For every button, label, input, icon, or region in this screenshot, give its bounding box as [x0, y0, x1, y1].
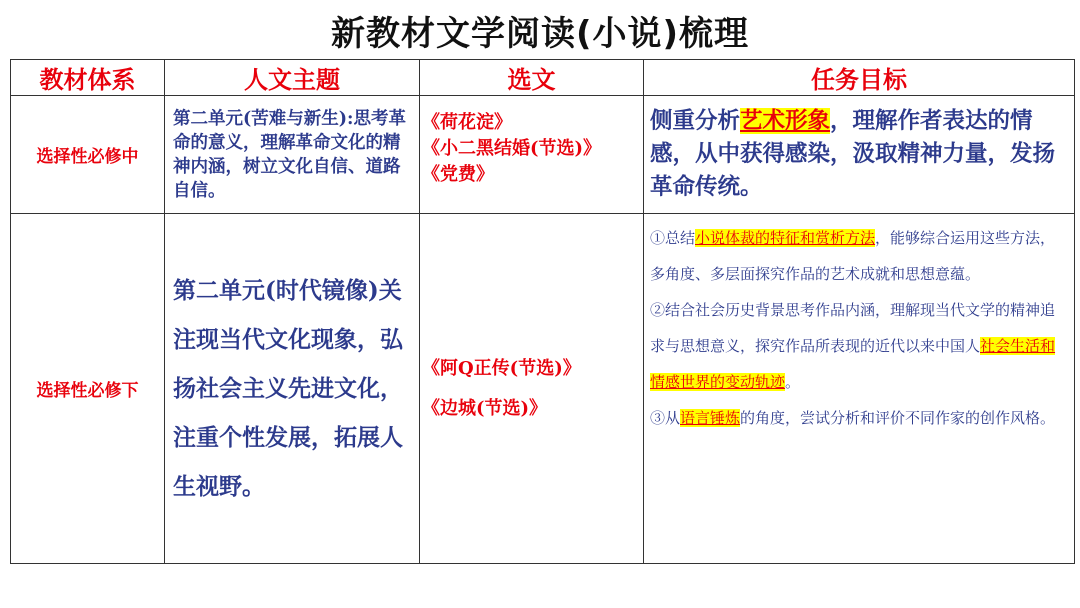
header-goal: 任务目标: [644, 60, 1075, 96]
goal-cell: [644, 214, 1075, 564]
page-title: 新教材文学阅读(小说)梳理: [330, 14, 750, 54]
goal-cell: [644, 96, 1075, 214]
curriculum-table: [10, 59, 1075, 564]
table-row: [11, 214, 1075, 564]
table-header-row: [11, 60, 1075, 96]
system-cell: 选择性必修中: [11, 96, 165, 214]
system-cell: 选择性必修下: [11, 214, 165, 564]
theme-cell: 第二单元(时代镜像)关注现当代文化现象，弘扬社会主义先进文化，注重个性发展，拓展人生视野。: [165, 214, 420, 564]
goal-highlight: 社会生活和情感世界的变动轨迹: [650, 337, 1056, 391]
header-selection: 选文: [420, 60, 644, 96]
selection-item: 《边城(节选)》: [422, 397, 548, 419]
goal-item: ①总结小说体裁的特征和赏析方法，能够综合运用这些方法，多角度、多层面探究作品的艺术成就和思想意蕴。: [650, 229, 1056, 283]
selection-item: 《党费》: [422, 164, 494, 185]
selection-item: 《荷花淀》: [422, 112, 512, 133]
goal-highlight: 小说体裁的特征和赏析方法: [695, 229, 876, 247]
selection-item: 《小二黑结婚(节选)》: [422, 138, 602, 159]
selection-cell: [420, 96, 644, 214]
selection-cell: [420, 214, 644, 564]
goal-highlight: 艺术形象: [740, 108, 831, 134]
goal-text: ，理解作者表达的情感，从中获得感染，汲取精神力量，发扬革命传统。: [650, 108, 1056, 200]
goal-item: ②结合社会历史背景思考作品内涵，理解现当代文学的精神追求与思想意义，探究作品所表现的近代以来中国人社会生活和情感世界的变动轨迹。: [650, 301, 1056, 391]
goal-highlight: 语言锤炼: [680, 409, 741, 427]
selection-item: 《阿Q正传(节选)》: [422, 357, 581, 379]
table-row: [11, 96, 1075, 214]
header-system: 教材体系: [11, 60, 165, 96]
header-theme: 人文主题: [165, 60, 420, 96]
goal-text: 侧重分析: [650, 108, 741, 134]
theme-cell: 第二单元(苦难与新生):思考革命的意义，理解革命文化的精神内涵，树立文化自信、道路自信。: [165, 96, 420, 214]
goal-item: ③从语言锤炼的角度，尝试分析和评价不同作家的创作风格。: [650, 409, 1056, 427]
